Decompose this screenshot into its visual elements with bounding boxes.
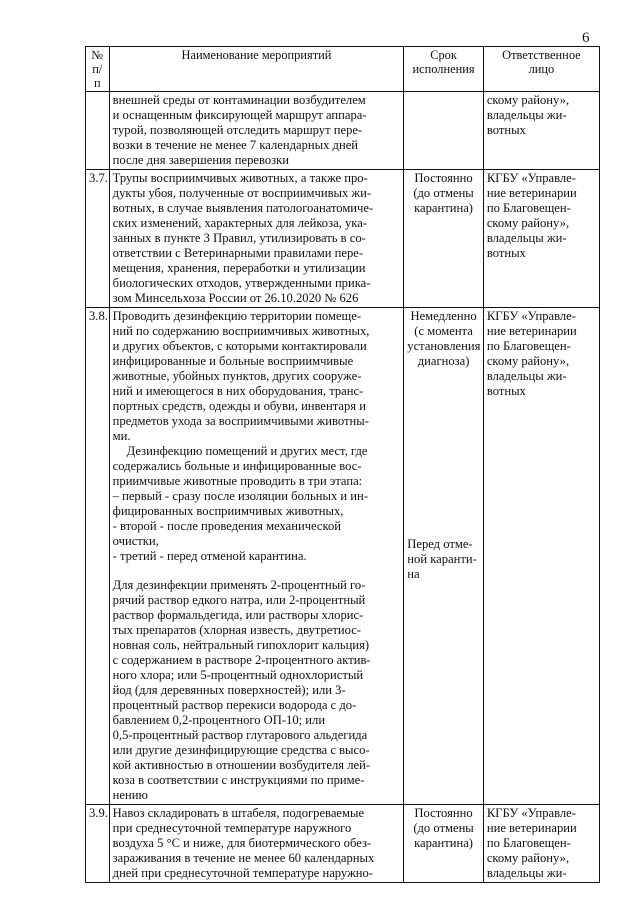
text-line: и оснащенным фиксирующей маршрут аппара- [112, 108, 367, 122]
text-line: новная соль, нейтральный гипохлорит кальция) [112, 638, 370, 652]
row-term [404, 170, 484, 308]
text-line: карантина) [414, 836, 474, 850]
text-line: КГБУ «Управле- [486, 309, 576, 323]
text-line: на [407, 567, 420, 581]
text-line: турой, позволяющей отследить маршрут пере- [112, 123, 363, 137]
activity-paragraph [113, 578, 401, 803]
table-row [86, 805, 600, 883]
term-end [407, 537, 480, 582]
row-activity [109, 170, 404, 308]
text-line: зараживания в течение не менее 60 календарных [112, 851, 375, 865]
text-line: (с момента [414, 324, 473, 338]
text-line: после дня завершения перевозки [112, 153, 289, 167]
text-line: скому району», [486, 93, 570, 107]
text-line: раствор формальдегида, или растворы хлорис- [112, 608, 364, 622]
text-line: Навоз складировать в штабеля, подогреваемые [112, 806, 365, 820]
text-line: ной каранти- [407, 552, 477, 566]
row-term [404, 308, 484, 805]
text-line: ми. [112, 429, 131, 443]
text-line: Постоянно [414, 171, 473, 185]
text-line: карантина) [414, 201, 474, 215]
text-line: фицированных восприимчивых животных, [112, 504, 344, 518]
text-line: приимчивые животные проводить в три этапа: [112, 474, 363, 488]
row-term [404, 92, 484, 170]
row-responsible [483, 308, 599, 805]
row-responsible [483, 170, 599, 308]
text-line: ние ветеринарии [486, 821, 577, 835]
text-line: скому району», [486, 354, 570, 368]
text-line: бавлением 0,2-процентного ОП-10; или [112, 713, 326, 727]
text-line: возки в течение не менее 7 календарных дней [112, 138, 359, 152]
text-line: биологических отходов, утвержденными прика- [112, 276, 371, 290]
row-number [86, 92, 110, 170]
text-line: Трупы восприимчивых животных, а также про- [112, 171, 368, 185]
text-line: Перед отме- [407, 537, 473, 551]
text-line: по Благовещен- [486, 339, 571, 353]
row-activity [109, 92, 404, 170]
header-num: № п/п [86, 47, 110, 92]
text-line: - третий - перед отменой карантина. [112, 549, 307, 563]
text-line: внешней среды от контаминации возбудителем [112, 93, 366, 107]
row-number: 3.8. [86, 308, 110, 805]
text-line: ного хлора; или 5-процентный однохлористый [112, 668, 364, 682]
text-line: ний и имеющегося в них оборудования, транс- [112, 384, 364, 398]
row-responsible [483, 805, 599, 883]
text-line: вотных, в случае выявления патологоанатомиче- [112, 201, 374, 215]
text-line: дней при среднесуточной температуре наружно- [112, 866, 373, 880]
page-number: 6 [582, 30, 590, 46]
text-line: йод (для деревянных поверхностей); или 3- [112, 683, 346, 697]
text-line: Проводить дезинфекцию территории помеще- [112, 309, 362, 323]
text-line: по Благовещен- [486, 201, 571, 215]
text-line: КГБУ «Управле- [486, 171, 576, 185]
table-row [86, 308, 600, 805]
text-line: дукты убоя, полученные от восприимчивых жи- [112, 186, 372, 200]
header-responsible: Ответственное лицо [483, 47, 599, 92]
text-line: зом Минсельхоза России от 26.10.2020 № 626 [112, 291, 359, 305]
text-line: ний по содержанию восприимчивых животных, [112, 324, 370, 338]
text-line: рячий раствор едкого натра, или 2-процентный [112, 593, 366, 607]
table-row [86, 92, 600, 170]
text-line: - второй - после проведения механической [112, 519, 342, 533]
row-responsible [483, 92, 599, 170]
text-line: предметов ухода за восприимчивыми животны- [112, 414, 369, 428]
text-line: (до отмены [413, 821, 474, 835]
text-line: Для дезинфекции применять 2-процентный го- [112, 578, 366, 592]
table-header-row [86, 47, 600, 92]
text-line: кой активностью в отношении возбудителя лей- [112, 758, 371, 772]
text-line: с содержанием в растворе 2-процентного актив- [112, 653, 371, 667]
text-line: владельцы жи- [486, 231, 567, 245]
measures-table [85, 46, 600, 883]
row-number: 3.9. [86, 805, 110, 883]
text-line: Дезинфекцию помещений и других мест, где [126, 444, 368, 458]
text-line: ских изменений, характерных для лейкоза, ука- [112, 216, 367, 230]
text-line: скому району», [486, 851, 570, 865]
text-line: (до отмены [413, 186, 474, 200]
row-term [404, 805, 484, 883]
activity-paragraph [113, 444, 401, 564]
term-start [407, 309, 480, 369]
text-line: воздуха 5 °С и ниже, для биотермического обез- [112, 836, 372, 850]
text-line: диагноза) [417, 354, 470, 368]
row-number: 3.7. [86, 170, 110, 308]
text-line: при среднесуточной температуре наружного [112, 821, 352, 835]
text-line: 0,5-процентный раствор глутарового альдегида [112, 728, 368, 742]
text-line: ние ветеринарии [486, 324, 577, 338]
text-line: занных в пункте 3 Правил, утилизировать в со- [112, 231, 366, 245]
table-row [86, 170, 600, 308]
text-line: коза в соответствии с инструкциями по приме- [112, 773, 365, 787]
text-line: мещения, хранения, переработки и утилизации [112, 261, 366, 275]
text-line: – первый - сразу после изоляции больных и ин- [112, 489, 368, 503]
text-line: вотных [486, 123, 526, 137]
text-line: владельцы жи- [486, 108, 567, 122]
text-line: содержались больные и инфицированные вос- [112, 459, 362, 473]
text-line: вотных [486, 384, 526, 398]
text-line: или другие дезинфицирующие средства с высо- [112, 743, 370, 757]
text-line: ние ветеринарии [486, 186, 577, 200]
row-activity [109, 308, 404, 805]
header-activity: Наименование мероприятий [109, 47, 404, 92]
activity-paragraph [113, 309, 401, 444]
text-line: по Благовещен- [486, 836, 571, 850]
text-line: животные, убойных пунктов, других сооруже- [112, 369, 362, 383]
text-line: скому району», [486, 216, 570, 230]
text-line: процентный раствор перекиси водорода с до- [112, 698, 357, 712]
text-line: инфицированные и больные восприимчивые [112, 354, 354, 368]
text-line: и других объектов, с которыми контактировали [112, 339, 367, 353]
text-line: очистки, [112, 534, 159, 548]
text-line: владельцы жи- [486, 866, 567, 880]
text-line: Постоянно [414, 806, 473, 820]
row-activity [109, 805, 404, 883]
text-line: тых препаратов (хлорная известь, двутретиос- [112, 623, 361, 637]
text-line: владельцы жи- [486, 369, 567, 383]
text-line: Немедленно [410, 309, 477, 323]
text-line: нению [112, 788, 148, 802]
text-line: установления [407, 339, 481, 353]
header-term: Срок исполнения [404, 47, 484, 92]
text-line: КГБУ «Управле- [486, 806, 576, 820]
text-line: портных средств, одежды и обуви, инвентаря и [112, 399, 366, 413]
text-line: вотных [486, 246, 526, 260]
text-line: ответствии с Ветеринарными правилами пере- [112, 246, 364, 260]
